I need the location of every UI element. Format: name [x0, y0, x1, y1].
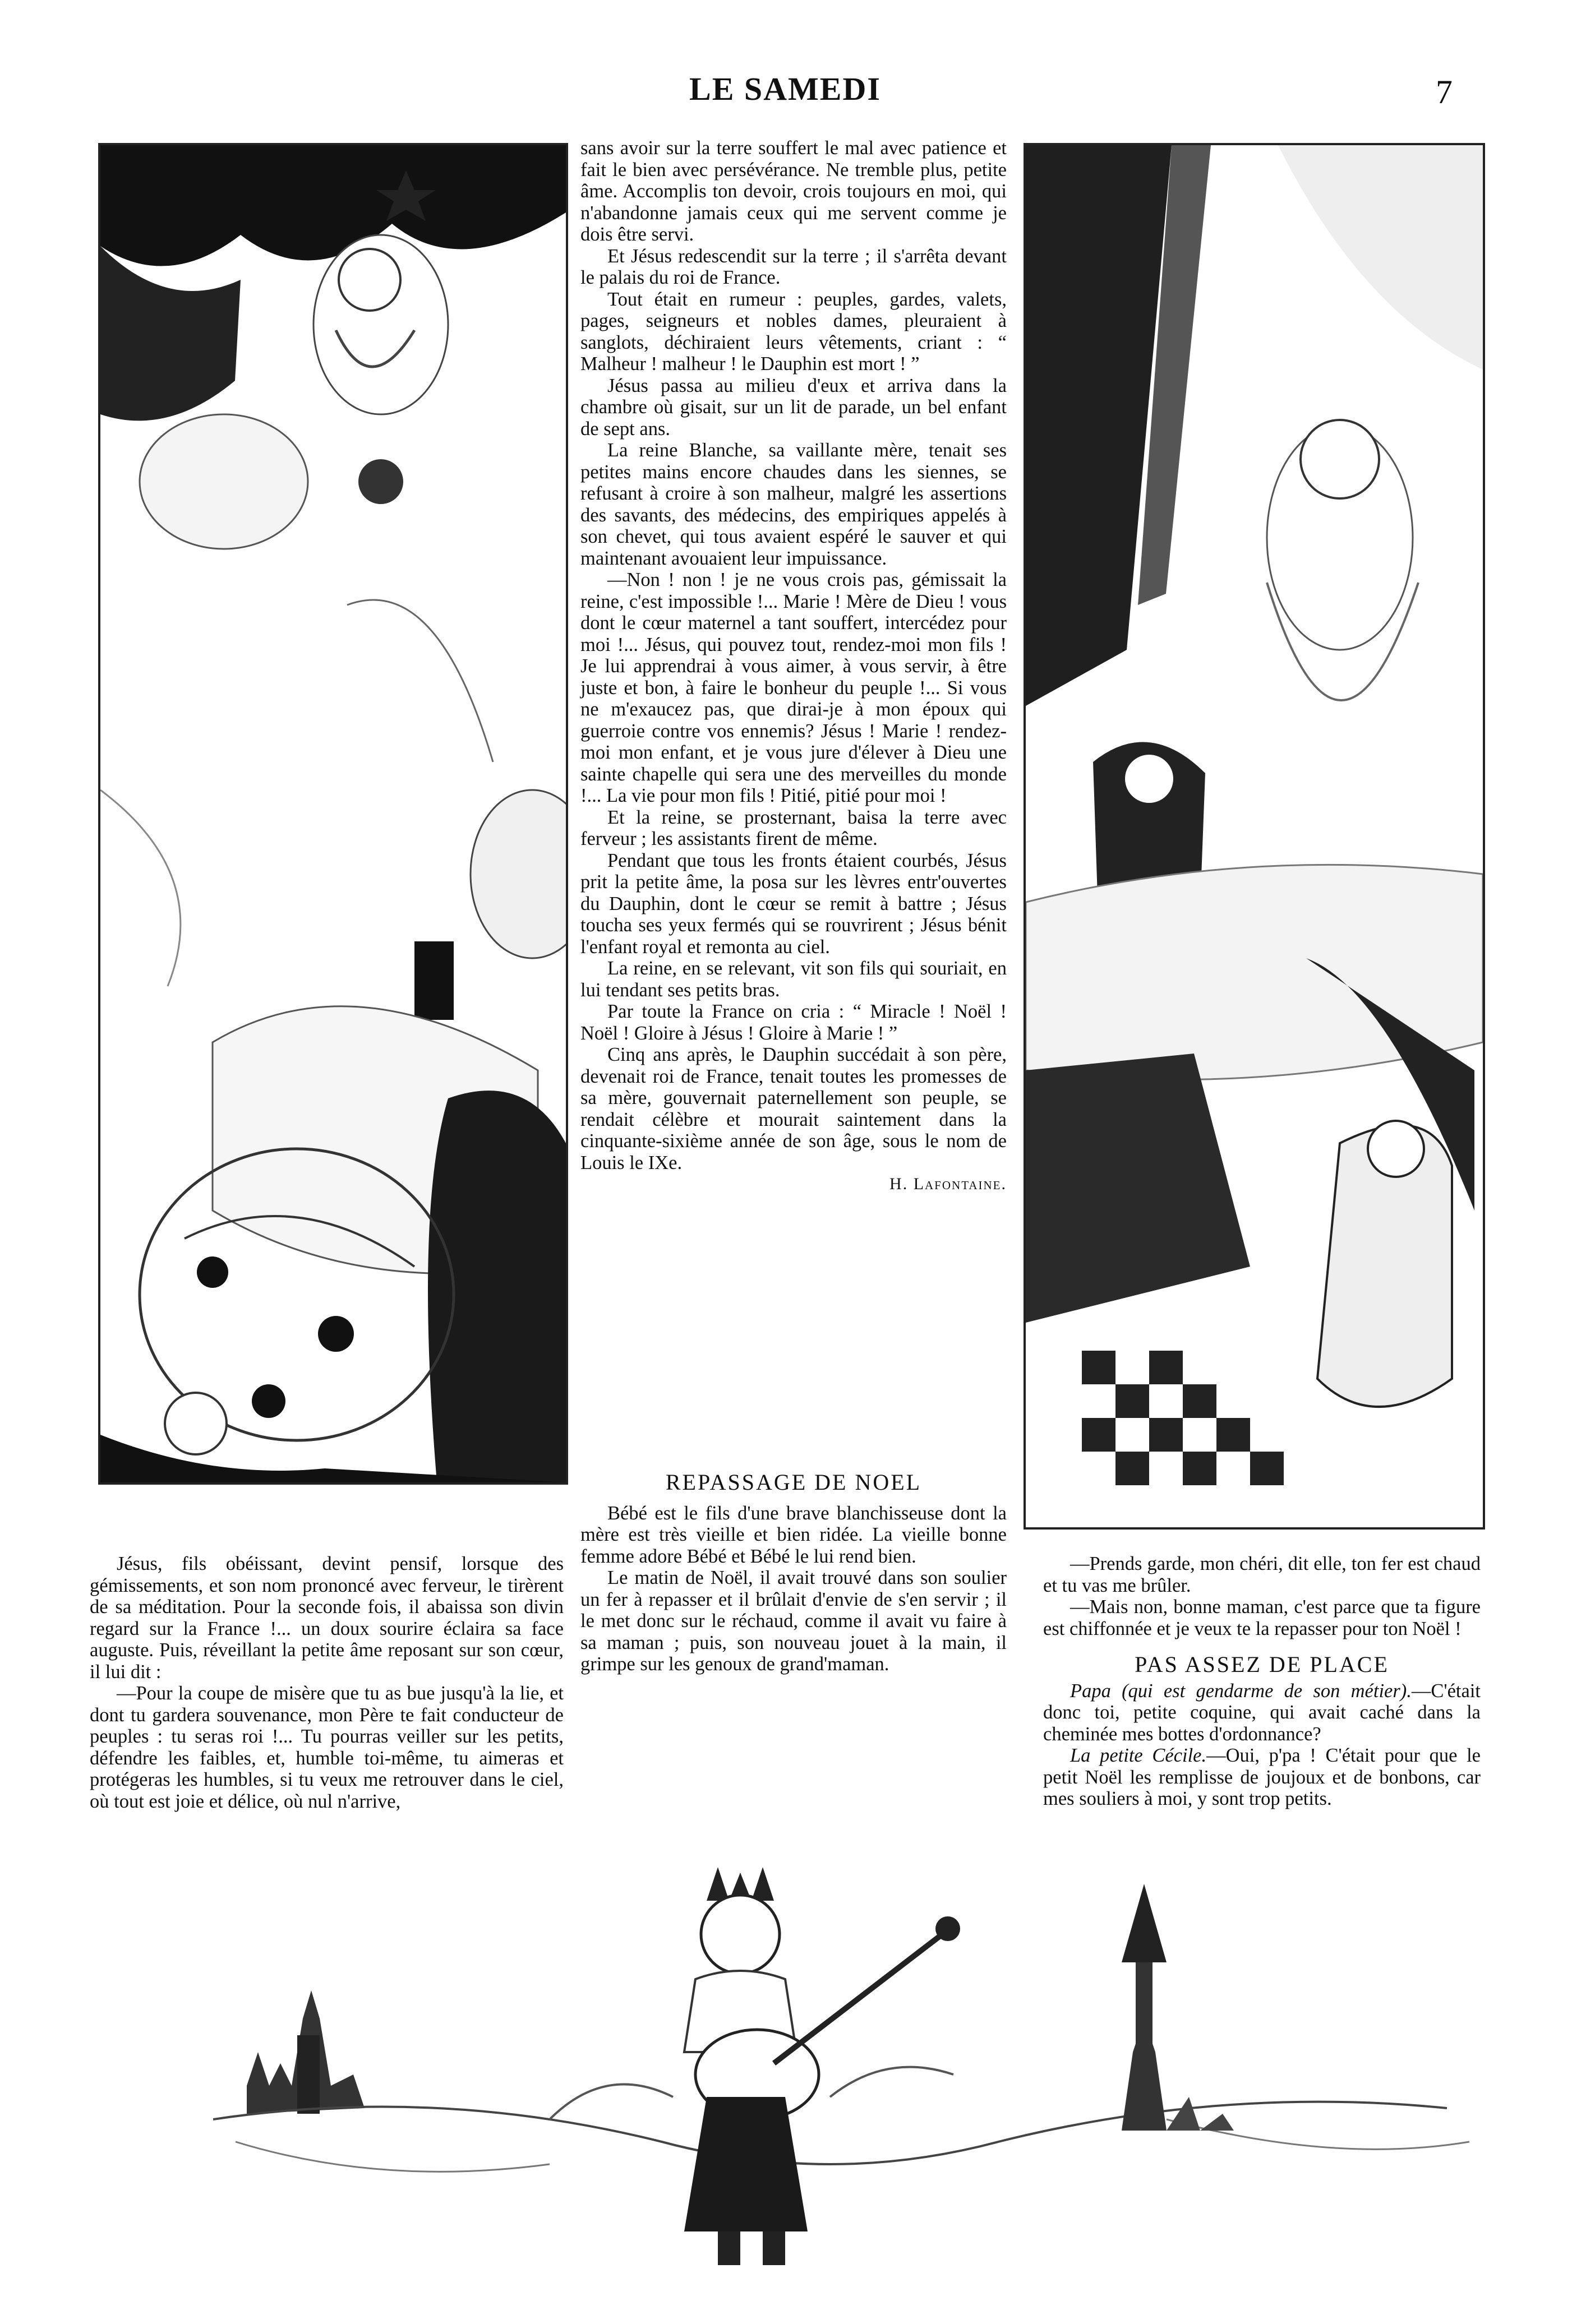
- story-paragraph: Pendant que tous les fronts étaient courbés, Jésus prit la petite âme, la posa sur les lèvres entr'ouvertes du Dauphin, dont le cœur se remit à battre ; Jésus toucha ses yeux fermés qui se rouvrirent ; Jésus bénit l'enfant royal et remonta au ciel.: [580, 849, 1007, 958]
- repassage-title: REPASSAGE DE NOEL: [665, 1470, 922, 1495]
- repassage-ending-paragraph: —Prends garde, mon chéri, dit elle, ton fer est chaud et tu vas me brûler.: [1043, 1553, 1481, 1596]
- story-paragraph: Par toute la France on cria : “ Miracle ! Noël ! Noël ! Gloire à Jésus ! Gloire à Marie ! ”: [580, 1001, 1007, 1044]
- speaker-name: Papa (qui est gendarme de son métier).: [1070, 1680, 1412, 1702]
- story-paragraph: Tout était en rumeur : peuples, gardes, valets, pages, seigneurs et nobles dames, pleuraient à sanglots, déchiraient leurs vêtements, criant : “ Malheur ! malheur ! le Dauphin est mort ! ”: [580, 288, 1007, 375]
- dialogue-line: [1043, 1680, 1481, 1745]
- repassage-paragraph: Le matin de Noël, il avait trouvé dans son soulier un fer à repasser et il brûlait d'envie de s'en servir ; il le met donc sur le réchaud, comme il avait vu faire à sa maman ; puis, son nouveau jouet à la main, il grimpe sur les genoux de grand'maman.: [580, 1567, 1007, 1675]
- story-paragraph: Jésus passa au milieu d'eux et arriva dans la chambre où gisait, sur un lit de parade, un bel enfant de sept ans.: [580, 375, 1007, 440]
- dialogue-text: —Oui, p'pa ! C'était pour que le petit Noël les remplisse de joujoux et de bonbons, car mes souliers à moi, y sont trop petits.: [1043, 1745, 1481, 1809]
- story-paragraph: —Non ! non ! je ne vous crois pas, gémissait la reine, c'est impossible !... Marie ! Mère de Dieu ! vous dont le cœur maternel a tant souffert, intercédez pour moi !... Jésus, qui pouvez tout, rendez-moi mon fils ! Je lui apprendrai à vous aimer, à vous servir, à être juste et bon, à faire le bonheur du peuple !... Si vous ne m'exaucez pas, que dirai-je à mon époux qui guerroie contre vos ennemis? Jésus ! Marie ! rendez-moi mon enfant, et je vous jure d'élever à Dieu une sainte chapelle qui sera une des merveilles du monde !... La vie pour mon fils ! Pitié, pitié pour moi !: [580, 569, 1007, 806]
- story-column-left-bottom: [90, 1553, 564, 1812]
- right-engraving-drawing: [1026, 145, 1483, 1527]
- page-number: 7: [1436, 73, 1453, 110]
- page-header-title: LE SAMEDI: [689, 71, 881, 107]
- right-engraving-illustration: [1024, 143, 1485, 1530]
- author-signature: H. Lafontaine.: [889, 1175, 1007, 1193]
- story-paragraph: —Pour la coupe de misère que tu as bue jusqu'à la lie, et dont tu gardera souvenance, mon Père te fait conducteur de peuples : tu seras roi !... Tu pourras veiller sur les petits, défendre les faibles, et, humble toi-même, tu aimeras et protégeras les humbles, si tu veux me retrouver dans le ciel, où tout est joie et délice, où nul n'arrive,: [90, 1683, 564, 1812]
- story-paragraph: Et Jésus redescendit sur la terre ; il s'arrêta devant le palais du roi de France.: [580, 245, 1007, 288]
- vignette-drawing: [213, 1850, 1492, 2288]
- left-engraving-illustration: [98, 143, 568, 1485]
- pas-assez-title: PAS ASSEZ DE PLACE: [1135, 1652, 1389, 1677]
- repassage-ending-paragraph: —Mais non, bonne maman, c'est parce que ta figure est chiffonnée et je veux te la repasser pour ton Noël !: [1043, 1596, 1481, 1639]
- story-column-middle: [580, 137, 1007, 1195]
- story-paragraph: La reine Blanche, sa vaillante mère, tenait ses petites mains encore chaudes dans les siennes, se refusant à croire à son malheur, malgré les assertions des savants, des médecins, des empiriques appelés à son chevet, qui tous avaient espéré le sauver et qui maintenant avouaient leur impuissance.: [580, 440, 1007, 569]
- left-engraving-drawing: [100, 145, 566, 1482]
- repassage-section: [580, 1472, 1007, 1675]
- speaker-name: La petite Cécile.: [1070, 1745, 1207, 1766]
- story-paragraph: Et la reine, se prosternant, baisa la terre avec ferveur ; les assistants firent de même.: [580, 806, 1007, 849]
- story-paragraph: sans avoir sur la terre souffert le mal avec patience et fait le bien avec persévérance. Ne tremble plus, petite âme. Accomplis ton devoir, crois toujours en moi, qui n'abandonne jamais ceux qui me servent comme je dois être servi.: [580, 137, 1007, 245]
- dialogue-line: [1043, 1745, 1481, 1810]
- story-column-right-bottom: [1043, 1553, 1481, 1810]
- bottom-decorative-vignette: [213, 1850, 1492, 2288]
- story-paragraph: Jésus, fils obéissant, devint pensif, lorsque des gémissements, et son nom prononcé avec ferveur, le tirèrent de sa méditation. Pour la seconde fois, il abaissa son divin regard sur la France !... un doux sourire éclaira sa face auguste. Puis, réveillant la petite âme reposant sur son cœur, il lui dit :: [90, 1553, 564, 1683]
- story-paragraph: La reine, en se relevant, vit son fils qui souriait, en lui tendant ses petits bras.: [580, 958, 1007, 1001]
- dialogue-text: —C'était donc toi, petite coquine, qui avait caché dans la cheminée mes bottes d'ordonnance?: [1043, 1680, 1481, 1745]
- child-with-guitar-figure: [684, 1867, 960, 2265]
- story-paragraph: Cinq ans après, le Dauphin succédait à son père, devenait roi de France, tenait toutes les promesses de sa mère, gouvernait paternellement son peuple, se rendait célèbre et mourait saintement dans la cinquante-sixième année de son âge, sous le nom de Louis le IXe.: [580, 1044, 1007, 1173]
- repassage-paragraph: Bébé est le fils d'une brave blanchisseuse dont la mère est très vieille et bien ridée. La vieille bonne femme adore Bébé et Bébé le lui rend bien.: [580, 1502, 1007, 1567]
